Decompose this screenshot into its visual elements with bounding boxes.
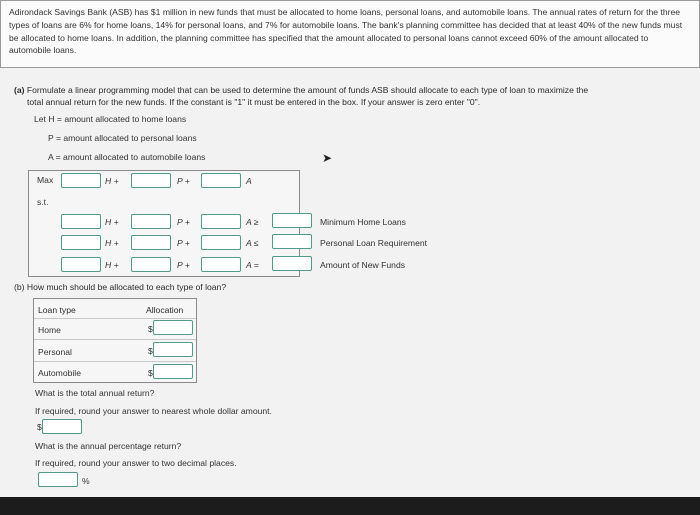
col-allocation: Allocation bbox=[146, 305, 184, 315]
home-currency: $ bbox=[148, 324, 153, 334]
c3-a-input[interactable] bbox=[201, 257, 241, 272]
part-a-label: (a) bbox=[14, 85, 25, 95]
c1-h-input[interactable] bbox=[61, 214, 101, 229]
c3-rhs-input[interactable] bbox=[272, 256, 312, 271]
c2-p-input[interactable] bbox=[131, 235, 171, 250]
c1-a-input[interactable] bbox=[201, 214, 241, 229]
obj-a-coef-input[interactable] bbox=[201, 173, 241, 188]
part-a-line2: total annual return for the new funds. If the constant is "1" it must be entered in the box. If your answer is zero enter "0". bbox=[27, 97, 481, 107]
c3-note: Amount of New Funds bbox=[320, 260, 406, 270]
c2-h-input[interactable] bbox=[61, 235, 101, 250]
c2-note: Personal Loan Requirement bbox=[320, 238, 428, 248]
pct-return-question: What is the annual percentage return? bbox=[35, 441, 182, 451]
c3-h-input[interactable] bbox=[61, 257, 101, 272]
part-a-line1: Formulate a linear programming model that can be used to determine the amount of funds ASB should allocate to each type of loan to maximize the bbox=[26, 85, 589, 95]
personal-allocation-input[interactable] bbox=[153, 342, 193, 357]
st-label: s.t. bbox=[37, 197, 49, 207]
c1-a-op: A ≥ bbox=[246, 217, 259, 227]
c1-rhs-input[interactable] bbox=[272, 213, 312, 228]
row-auto-label: Automobile bbox=[38, 368, 81, 378]
total-return-hint: If required, round your answer to nearest whole dollar amount. bbox=[35, 406, 272, 416]
c2-a-op: A ≤ bbox=[246, 238, 259, 248]
pct-unit: % bbox=[82, 476, 90, 486]
auto-currency: $ bbox=[148, 368, 153, 378]
row-personal-label: Personal bbox=[38, 347, 72, 357]
c3-p-var: P + bbox=[177, 260, 190, 270]
problem-text: Adirondack Savings Bank (ASB) has $1 million in new funds that must be allocated to home loans, personal loans, and automobile loans. The annual rates of return for the three types of loans are 6% for home loans, 14% for personal loans, and 7% for automobile loans. The bank's planning committee has decided that at least 40% of the new funds must be allocated to home loans. In addition, the planning committee has specified that the amount allocated to personal loans cannot exceed 60% of the amount allocated to automobile loans. bbox=[9, 7, 683, 56]
row-home-label: Home bbox=[38, 325, 61, 335]
c3-p-input[interactable] bbox=[131, 257, 171, 272]
c3-a-op: A = bbox=[246, 260, 259, 270]
total-return-currency: $ bbox=[37, 422, 42, 432]
c1-p-input[interactable] bbox=[131, 214, 171, 229]
problem-statement bbox=[0, 0, 700, 68]
c2-a-input[interactable] bbox=[201, 235, 241, 250]
c1-h-var: H + bbox=[105, 217, 119, 227]
col-loan-type: Loan type bbox=[38, 305, 76, 315]
mouse-cursor-icon: ➤ bbox=[322, 151, 333, 165]
table-divider bbox=[34, 361, 196, 362]
c2-p-var: P + bbox=[177, 238, 190, 248]
auto-allocation-input[interactable] bbox=[153, 364, 193, 379]
c3-h-var: H + bbox=[105, 260, 119, 270]
part-b-question: (b) How much should be allocated to each type of loan? bbox=[14, 282, 227, 292]
pct-return-hint: If required, round your answer to two decimal places. bbox=[35, 458, 237, 468]
def-a: A = amount allocated to automobile loans bbox=[48, 152, 206, 162]
total-return-question: What is the total annual return? bbox=[35, 388, 155, 398]
part-a-question bbox=[14, 84, 684, 108]
c1-p-var: P + bbox=[177, 217, 190, 227]
personal-currency: $ bbox=[148, 346, 153, 356]
def-h: Let H = amount allocated to home loans bbox=[34, 114, 187, 124]
c2-h-var: H + bbox=[105, 238, 119, 248]
obj-a-var: A bbox=[246, 176, 252, 186]
table-divider bbox=[34, 318, 196, 319]
lp-model-box bbox=[28, 170, 300, 277]
max-label: Max bbox=[37, 175, 54, 185]
obj-p-coef-input[interactable] bbox=[131, 173, 171, 188]
obj-h-var: H + bbox=[105, 176, 119, 186]
obj-h-coef-input[interactable] bbox=[61, 173, 101, 188]
pct-return-input[interactable] bbox=[38, 472, 78, 487]
obj-p-var: P + bbox=[177, 176, 190, 186]
c2-rhs-input[interactable] bbox=[272, 234, 312, 249]
def-p: P = amount allocated to personal loans bbox=[48, 133, 197, 143]
table-divider bbox=[34, 339, 196, 340]
total-return-input[interactable] bbox=[42, 419, 82, 434]
bottom-bar bbox=[0, 497, 700, 515]
home-allocation-input[interactable] bbox=[153, 320, 193, 335]
c1-note: Minimum Home Loans bbox=[320, 217, 406, 227]
